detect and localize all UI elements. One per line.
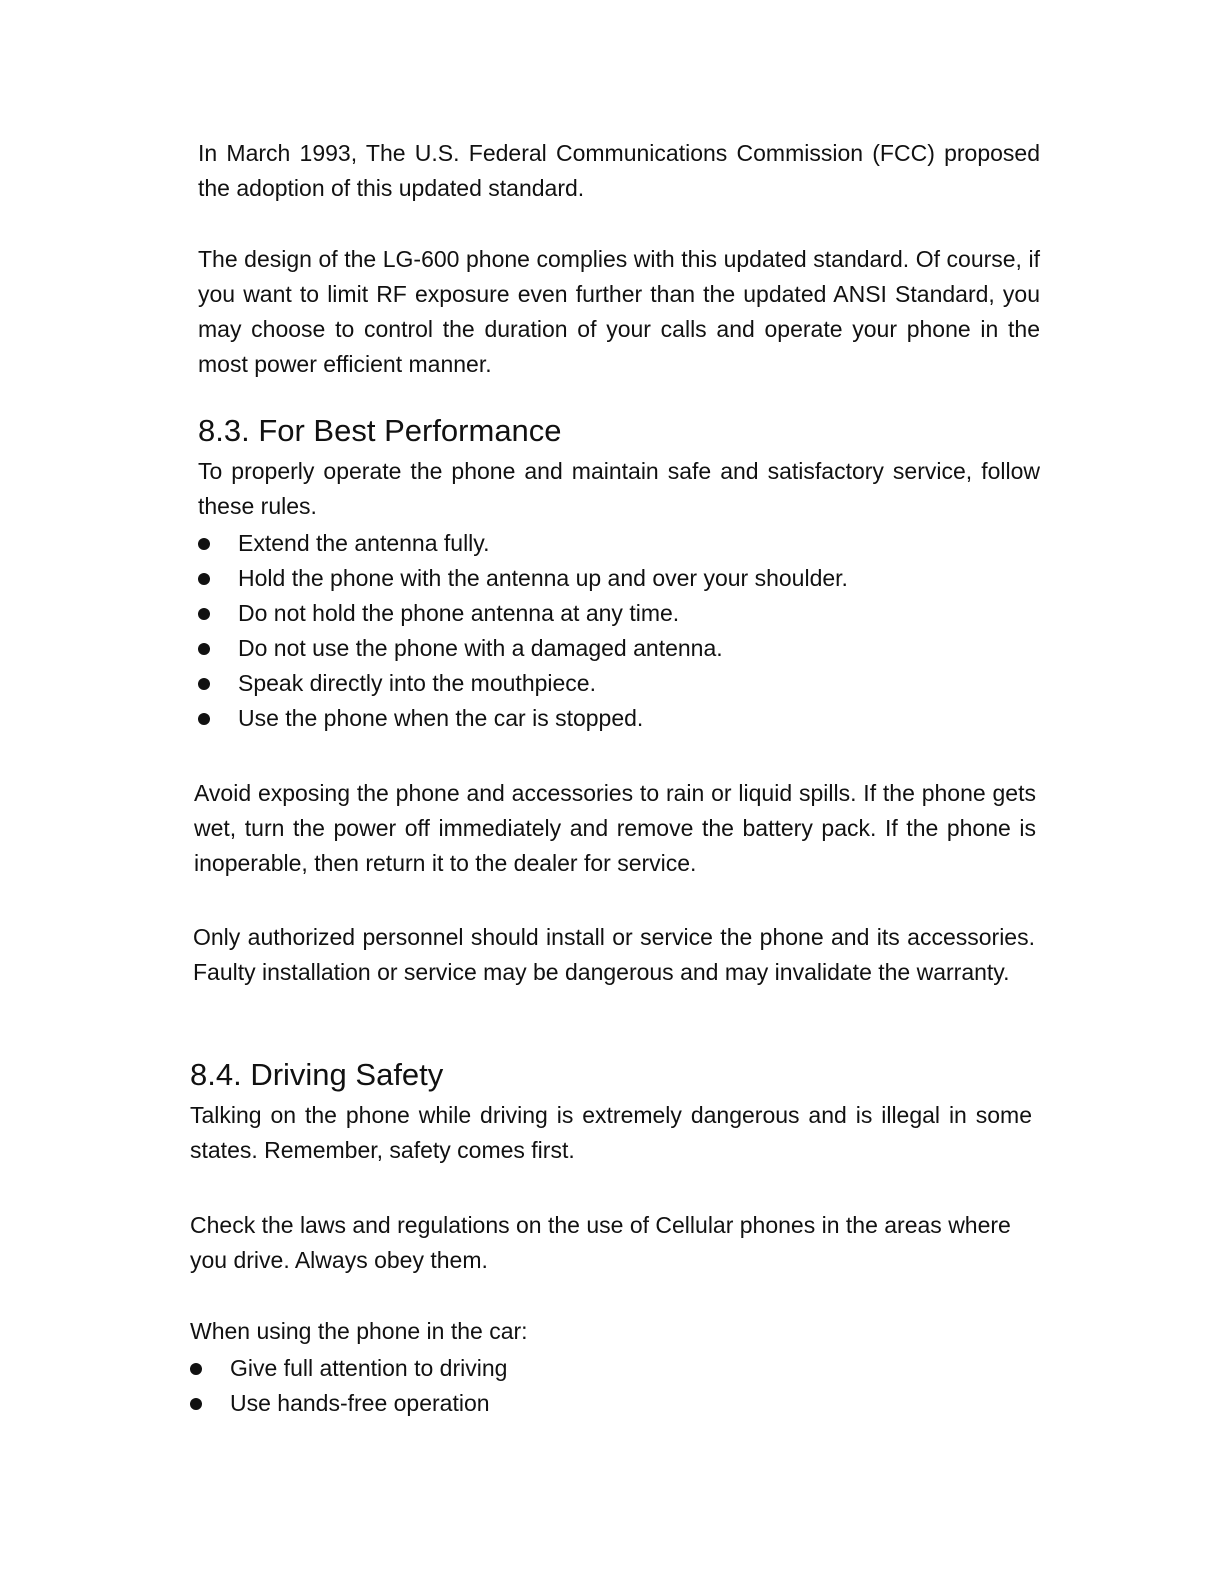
liquid-paragraph: Avoid exposing the phone and accessories to rain or liquid spills. If the phone gets wet, turn the power off immediately and remove the battery pack. If the phone is inoperable, then return it to the dealer for service. [194,780,1036,876]
list-item-text: Extend the antenna fully. [238,530,490,556]
driving-safety-intro: Talking on the phone while driving is extremely dangerous and is illegal in some states. Remember, safety comes first. [190,1102,1032,1163]
bullet-icon [198,643,210,655]
list-item-text: Do not hold the phone antenna at any time. [238,600,680,626]
list-item [198,526,1040,561]
service-paragraph-block [193,920,1035,990]
bullet-icon [198,538,210,550]
list-item [190,1386,1032,1421]
list-item-text: Speak directly into the mouthpiece. [238,670,596,696]
list-item-text: Give full attention to driving [230,1355,508,1381]
list-item-text: Use hands-free operation [230,1390,490,1416]
liquid-paragraph-block [194,776,1036,881]
compliance-paragraph: The design of the LG-600 phone complies with this updated standard. Of course, if you want to limit RF exposure even further than the updated ANSI Standard, you may choose to control the duration of your calls and operate your phone in the most power efficient manner. [198,246,1040,377]
laws-paragraph: Check the laws and regulations on the use of Cellular phones in the areas where you drive. Always obey them. [190,1212,1011,1273]
bullet-icon [198,573,210,585]
list-item [198,666,1040,701]
car-usage-intro: When using the phone in the car: [190,1318,528,1344]
bullet-icon [190,1398,202,1410]
bullet-icon [190,1363,202,1375]
list-item [198,561,1040,596]
fcc-paragraph-block [198,136,1040,206]
section-heading-best-performance: 8.3. For Best Performance [198,413,562,448]
section-heading-driving-safety: 8.4. Driving Safety [190,1057,444,1092]
laws-paragraph-block [190,1208,1032,1278]
car-usage-block [190,1314,1032,1421]
performance-rules-list [198,526,1040,736]
fcc-paragraph: In March 1993, The U.S. Federal Communications Commission (FCC) proposed the adoption of this updated standard. [198,140,1040,201]
compliance-paragraph-block [198,242,1040,382]
bullet-icon [198,678,210,690]
service-paragraph: Only authorized personnel should install or service the phone and its accessories. Faulty installation or service may be dangerous and may invalidate the warranty. [193,924,1035,985]
list-item [190,1351,1032,1386]
bullet-icon [198,608,210,620]
best-performance-section [198,412,1040,736]
best-performance-intro: To properly operate the phone and maintain safe and satisfactory service, follow these rules. [198,458,1040,519]
list-item [198,596,1040,631]
list-item-text: Do not use the phone with a damaged antenna. [238,635,723,661]
driving-safety-section [190,1056,1032,1168]
car-rules-list [190,1351,1032,1421]
list-item [198,701,1040,736]
bullet-icon [198,713,210,725]
list-item-text: Use the phone when the car is stopped. [238,705,644,731]
list-item [198,631,1040,666]
list-item-text: Hold the phone with the antenna up and over your shoulder. [238,565,848,591]
